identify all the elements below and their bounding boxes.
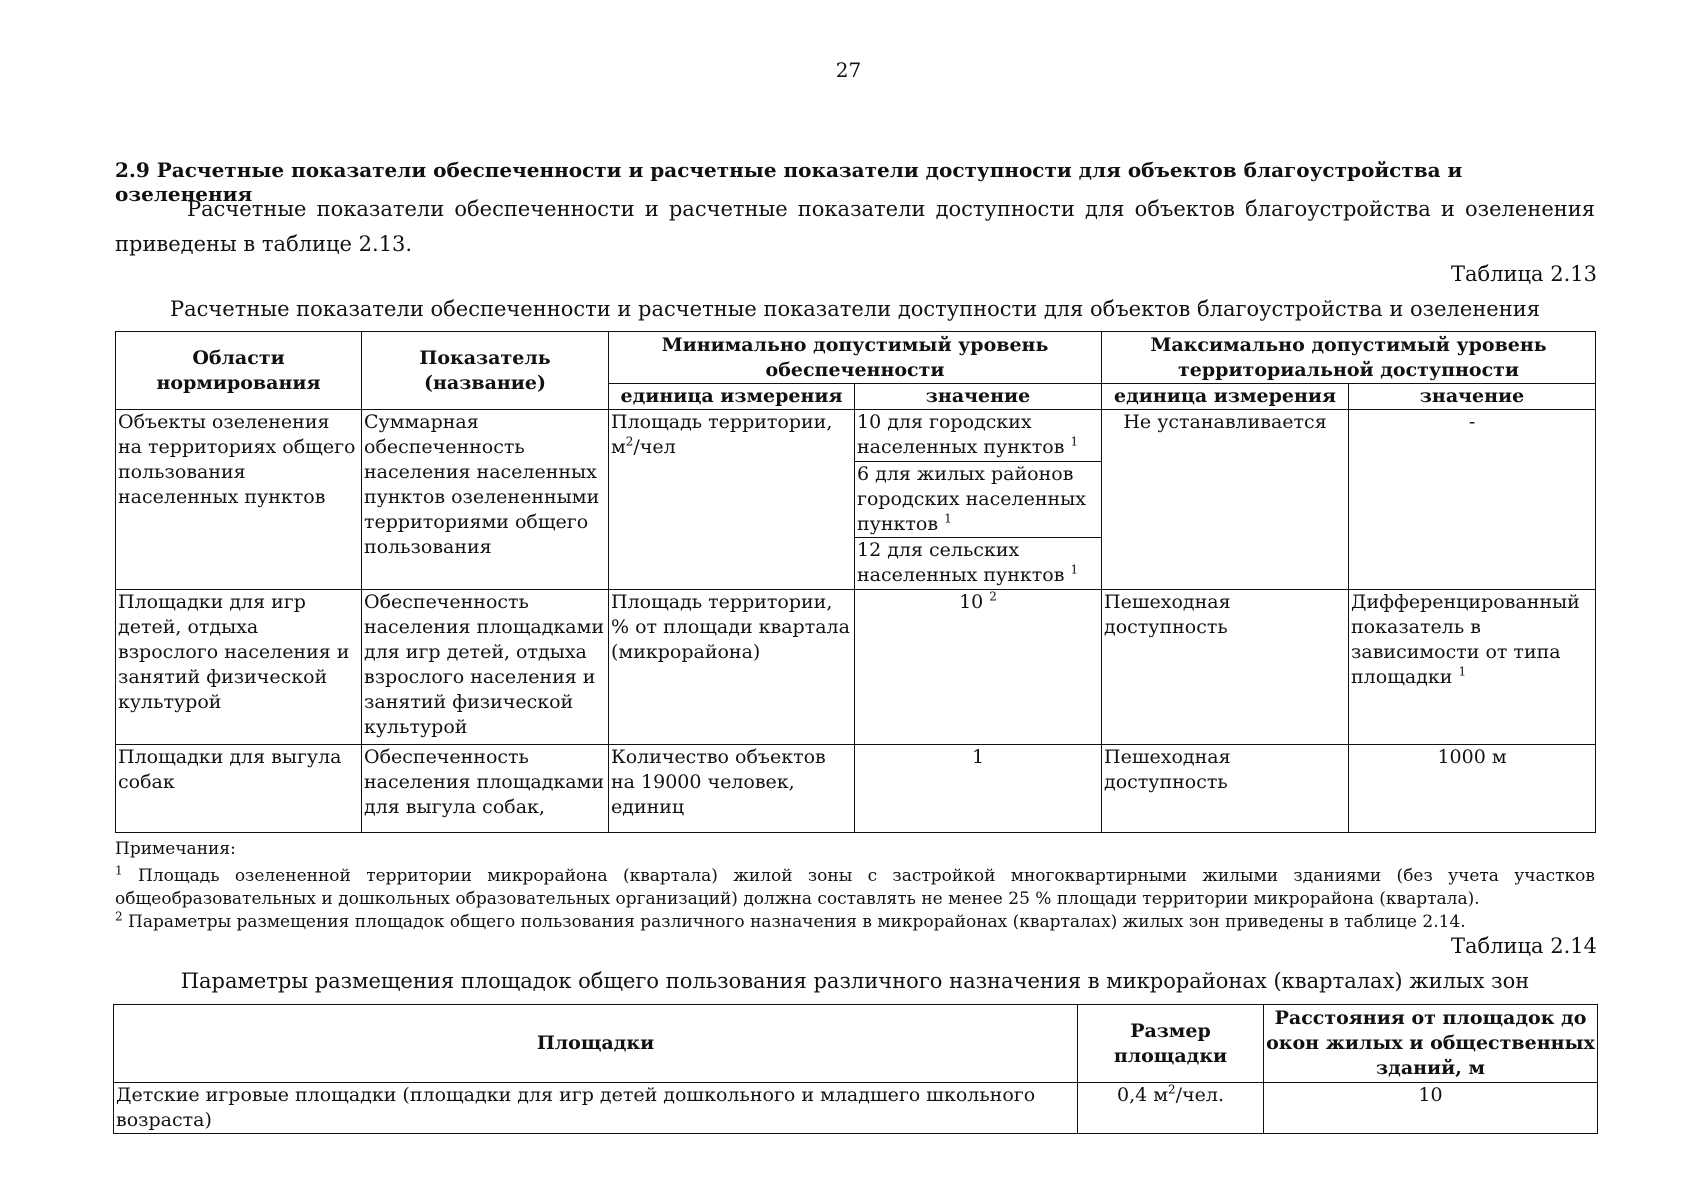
superscript: 2 <box>1168 1082 1176 1097</box>
table-row <box>114 1083 1598 1134</box>
table-row <box>116 745 1596 833</box>
footnote-ref: 2 <box>989 589 997 604</box>
cell-indicator: Обеспеченность населения площадками для игр детей, отдыха взрослого населения и занятий физической культурой <box>362 590 609 745</box>
header-min-value: значение <box>855 384 1102 410</box>
cell-distance: 10 <box>1264 1083 1598 1134</box>
section-heading: 2.9 Расчетные показатели обеспеченности и расчетные показатели доступности для объектов благоустройства и озеленения <box>115 158 1463 206</box>
cell-min-unit-text: Площадь территории, м <box>611 411 833 458</box>
footnote-mark: 1 <box>115 863 123 878</box>
intro-paragraph: Расчетные показатели обеспеченности и расчетные показатели доступности для объектов благоустройства и озеленения приведены в таблице 2.13. <box>115 197 1595 256</box>
cell-area: Площадки для игр детей, отдыха взрослого населения и занятий физической культурой <box>116 590 362 745</box>
table-2-13 <box>115 331 1596 833</box>
note-text: Площадь озелененной территории микрорайона (квартала) жилой зоны с застройкой многоквартирными жилыми зданиями (без учета участков общеобразовательных и дошкольных образовательных организаций) должна составлять не менее 25 % площади территории микрорайона (квартала). <box>115 866 1595 909</box>
cell-min-value <box>855 410 1102 462</box>
cell-indicator: Суммарная обеспеченность населения населенных пунктов озелененными территориями общего пользования <box>362 410 609 590</box>
page-number: 27 <box>835 58 862 82</box>
cell-min-value-text: 10 для городских населенных пунктов <box>857 411 1071 458</box>
table-2-14-caption: Параметры размещения площадок общего пользования различного назначения в микрорайонах (кварталах) жилых зон <box>180 969 1530 993</box>
cell-max-unit: Пешеходная доступность <box>1102 590 1349 745</box>
note-text: Параметры размещения площадок общего пользования различного назначения в микрорайонах (кварталах) жилых зон приведены в таблице 2.14. <box>122 912 1466 932</box>
cell-area: Площадки для выгула собак <box>116 745 362 833</box>
cell-min-value-text: 6 для жилых районов городских населенных пунктов <box>857 463 1086 535</box>
footnote-ref: 1 <box>944 511 952 526</box>
footnote-ref: 1 <box>1070 434 1079 449</box>
cell-min-value: 1 <box>855 745 1102 833</box>
cell-min-unit: Площадь территории, % от площади квартала (микрорайона) <box>609 590 855 745</box>
cell-min-value-text: 12 для сельских населенных пунктов <box>857 539 1071 586</box>
header-distance: Расстояния от площадок до окон жилых и общественных зданий, м <box>1264 1005 1598 1083</box>
header-sites: Площадки <box>114 1005 1078 1083</box>
table-row <box>116 590 1596 745</box>
header-areas: Области нормирования <box>116 332 362 410</box>
cell-site: Детские игровые площадки (площадки для игр детей дошкольного и младшего школьного возраста) <box>114 1083 1078 1134</box>
header-min-unit: единица измерения <box>609 384 855 410</box>
header-max-level: Максимально допустимый уровень территориальной доступности <box>1102 332 1596 384</box>
cell-min-value <box>855 590 1102 745</box>
cell-size-tail: /чел. <box>1175 1084 1224 1106</box>
note-item <box>115 865 1595 911</box>
cell-max-value <box>1349 590 1596 745</box>
table-2-13-label: Таблица 2.13 <box>1451 262 1597 286</box>
header-max-value: значение <box>1349 384 1596 410</box>
cell-area: Объекты озеленения на территориях общего пользования населенных пунктов <box>116 410 362 590</box>
cell-max-unit: Не устанавливается <box>1102 410 1349 590</box>
cell-min-unit: Количество объектов на 19000 человек, единиц <box>609 745 855 833</box>
header-max-unit: единица измерения <box>1102 384 1349 410</box>
cell-size <box>1078 1083 1264 1134</box>
cell-max-value: 1000 м <box>1349 745 1596 833</box>
cell-min-unit <box>609 410 855 590</box>
notes <box>115 838 1595 934</box>
cell-min-value-text: 10 <box>959 591 990 613</box>
cell-max-value-text: Дифференцированный показатель в зависимости от типа площадки <box>1351 591 1580 688</box>
note-item <box>115 911 1595 934</box>
table-2-13-caption: Расчетные показатели обеспеченности и расчетные показатели доступности для объектов благоустройства и озеленения <box>170 297 1540 321</box>
table-2-14-label: Таблица 2.14 <box>1451 934 1597 958</box>
footnote-ref: 1 <box>1458 664 1467 679</box>
cell-max-value: - <box>1349 410 1596 590</box>
cell-size-text: 0,4 м <box>1116 1084 1169 1106</box>
cell-min-value <box>855 462 1102 538</box>
notes-title: Примечания: <box>115 839 236 859</box>
cell-min-unit-tail: /чел <box>633 436 676 458</box>
cell-indicator: Обеспеченность населения площадками для выгула собак, <box>362 745 609 833</box>
cell-min-value <box>855 538 1102 590</box>
header-indicator: Показатель (название) <box>362 332 609 410</box>
header-size: Размер площадки <box>1078 1005 1264 1083</box>
footnote-ref: 1 <box>1070 562 1079 577</box>
footnote-mark: 2 <box>115 909 123 924</box>
cell-max-unit: Пешеходная доступность <box>1102 745 1349 833</box>
table-row <box>116 410 1596 462</box>
superscript: 2 <box>625 434 634 449</box>
table-2-14 <box>113 1004 1598 1134</box>
header-min-level: Минимально допустимый уровень обеспеченности <box>609 332 1102 384</box>
